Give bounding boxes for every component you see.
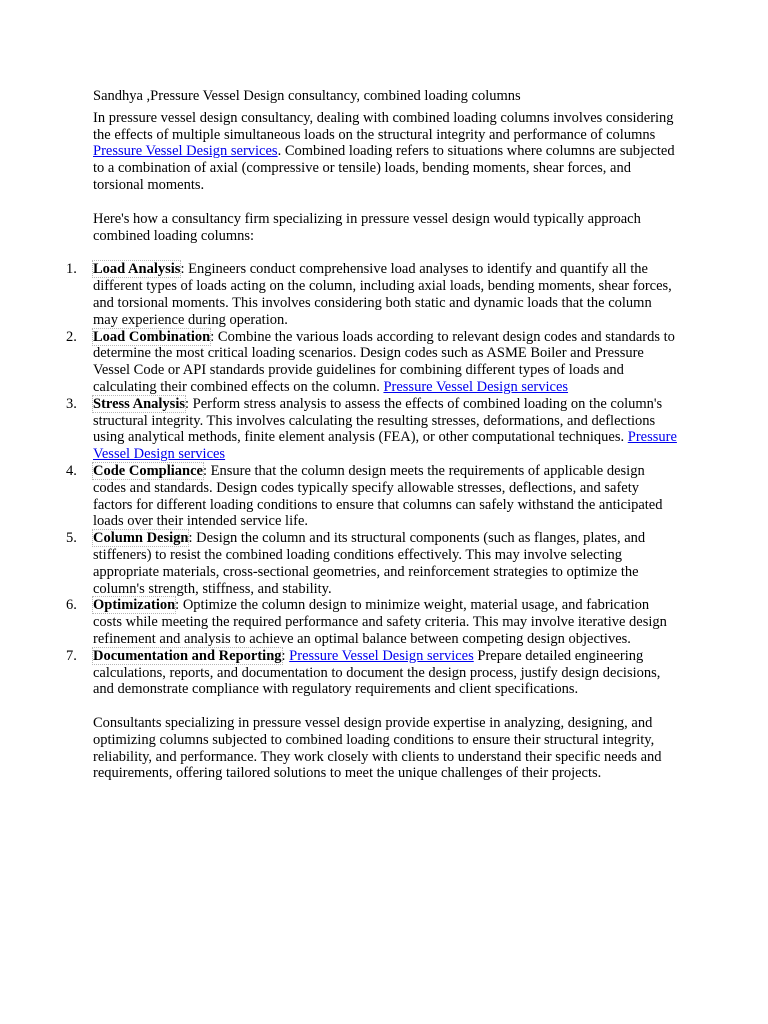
step-text: : Design the column and its structural components (such as flanges, plates, and stiffeners) to resist the combined loading conditions effectively. This may involve selecting appropriate materials, cross-sectional geometries, and reinforcement strategies to optimize the column's strength, stiffness, and stability.	[93, 530, 646, 597]
intro-text-before: In pressure vessel design consultancy, dealing with combined loading columns involves considering the effects of multiple simultaneous loads on the structural integrity and performance of columns	[93, 109, 674, 143]
step-text: : Engineers conduct comprehensive load analyses to identify and quantify all the different types of loads acting on the column, including axial loads, bending moments, shear forces, and torsional moments. This involves considering both static and dynamic loads that the column may experience during operation.	[93, 261, 672, 328]
list-item-load-analysis	[66, 261, 680, 328]
list-item-load-combination	[66, 328, 680, 396]
step-term: Load Analysis	[93, 261, 181, 278]
step-term: Stress Analysis	[93, 395, 185, 412]
list-number: 4.	[66, 462, 77, 479]
list-item-stress-analysis	[66, 395, 680, 463]
step-term: Optimization	[93, 597, 176, 614]
list-number: 5.	[66, 530, 77, 547]
approach-paragraph: Here's how a consultancy firm specializing in pressure vessel design would typically approach combined loading columns:	[93, 210, 641, 244]
list-number: 1.	[66, 261, 77, 278]
step-text: : Ensure that the column design meets the requirements of applicable design codes and standards. Design codes typically specify allowable stresses, deflections, and safety factors for different loading conditions to ensure that columns can safely withstand the anticipated loads over their intended service life.	[93, 462, 663, 530]
list-item-code-compliance	[66, 462, 680, 530]
list-item-optimization	[66, 597, 680, 647]
steps-list	[66, 261, 680, 698]
intro-paragraph	[93, 110, 680, 194]
step-term: Column Design	[93, 530, 189, 547]
list-number: 6.	[66, 597, 77, 614]
step-term: Code Compliance	[93, 462, 203, 479]
services-link[interactable]: Pressure Vessel Design services	[93, 429, 677, 463]
step-text: : Perform stress analysis to assess the effects of combined loading on the column's structural integrity. This involves calculating the resulting stresses, deformations, and deflections using analytical methods, finite element analysis (FEA), or other computational techniques.	[93, 395, 663, 446]
list-number: 3.	[66, 395, 77, 412]
services-link[interactable]: Pressure Vessel Design services	[289, 647, 474, 664]
document-body	[66, 88, 680, 782]
list-item-documentation	[66, 647, 680, 698]
step-text: : Optimize the column design to minimize weight, material usage, and fabrication costs while meeting the required performance and safety criteria. This may involve iterative design refinement and analysis to achieve an optimal balance between competing design objectives.	[93, 597, 667, 647]
step-term: Load Combination	[93, 328, 211, 345]
intro-services-link[interactable]: Pressure Vessel Design services	[93, 143, 278, 160]
list-item-column-design	[66, 530, 680, 597]
step-text-after: Prepare detailed engineering calculations, reports, and documentation to document the design process, justify design decisions, and demonstrate compliance with regulatory requirements and client specifications.	[93, 647, 661, 698]
services-link[interactable]: Pressure Vessel Design services	[383, 378, 569, 395]
list-number: 2.	[66, 328, 77, 345]
step-term: Documentation and Reporting	[93, 647, 282, 664]
conclusion-paragraph: Consultants specializing in pressure vessel design provide expertise in analyzing, designing, and optimizing columns subjected to combined loading conditions to ensure their structural integrity, reliability, and performance. They work closely with clients to understand their specific needs and requirements, offering tailored solutions to meet the unique challenges of their projects.	[93, 715, 662, 782]
document-title: Sandhya ,Pressure Vessel Design consultancy, combined loading columns	[93, 88, 521, 104]
step-text: : Combine the various loads according to relevant design codes and standards to determine the most critical loading scenarios. Design codes such as ASME Boiler and Pressure Vessel Code or API standards provide guidelines for combining different types of loads and calculating their combined effects on the column.	[93, 328, 675, 395]
intro-text-after: . Combined loading refers to situations where columns are subjected to a combination of axial (compressive or tensile) loads, bending moments, shear forces, and torsional moments.	[93, 143, 675, 193]
list-number: 7.	[66, 647, 77, 664]
step-text: :	[281, 647, 290, 664]
